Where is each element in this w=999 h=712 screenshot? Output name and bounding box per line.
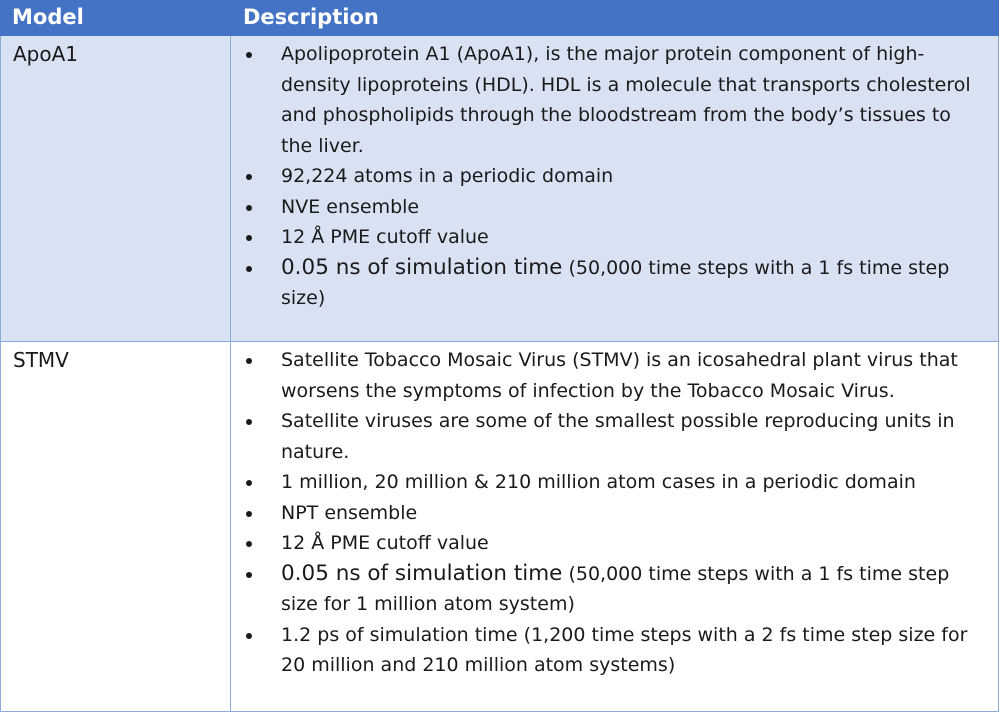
bullet-item: NPT ensemble: [245, 498, 985, 529]
description-list: [245, 345, 985, 681]
bullet-item: 0.05 ns of simulation time (50,000 time steps with a 1 fs time step size for 1 million atom system): [245, 559, 985, 620]
bullet-item: Satellite Tobacco Mosaic Virus (STMV) is an icosahedral plant virus that worsens the symptoms of infection by the Tobacco Mosaic Virus.: [245, 345, 985, 406]
table-row-apoa1: [0, 36, 999, 342]
table-row-stmv: [0, 342, 999, 712]
bullet-item: 92,224 atoms in a periodic domain: [245, 161, 985, 192]
column-divider: [230, 342, 231, 711]
model-name: STMV: [13, 348, 69, 372]
column-divider: [230, 36, 231, 341]
bullet-item: Apolipoprotein A1 (ApoA1), is the major protein component of high-density lipoproteins (HDL). HDL is a molecule that transports cholesterol and phospholipids through the bloodstream from the body’s tissues to the liver.: [245, 39, 985, 161]
bullet-item: 12 Å PME cutoff value: [245, 222, 985, 253]
model-name: ApoA1: [13, 42, 79, 66]
header-model: Model: [12, 5, 84, 29]
header-description: Description: [243, 5, 379, 29]
bullet-item: 1 million, 20 million & 210 million atom cases in a periodic domain: [245, 467, 985, 498]
bullet-item: 1.2 ps of simulation time (1,200 time steps with a 2 fs time step size for 20 million and 210 million atom systems): [245, 620, 985, 681]
bullet-item: NVE ensemble: [245, 192, 985, 223]
bullet-item: 0.05 ns of simulation time (50,000 time steps with a 1 fs time step size): [245, 253, 985, 314]
table-header-row: [0, 0, 999, 36]
bullet-item: Satellite viruses are some of the smallest possible reproducing units in nature.: [245, 406, 985, 467]
description-list: [245, 39, 985, 314]
bullet-item: 12 Å PME cutoff value: [245, 528, 985, 559]
